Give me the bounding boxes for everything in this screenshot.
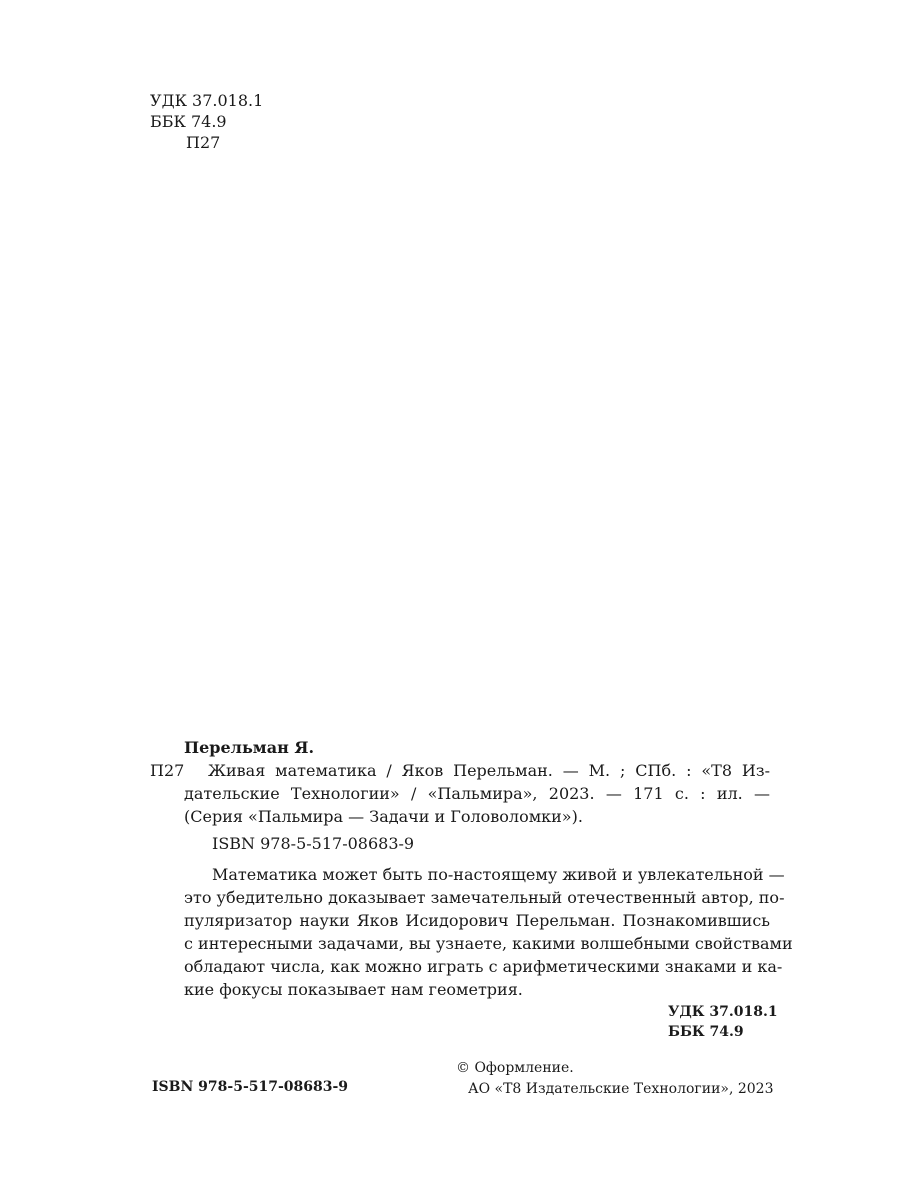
catalog-line-1: Живая математика / Яков Перельман. — М. ; СПб. : «Т8 Из- bbox=[208, 761, 770, 780]
bottom-classification-codes bbox=[668, 1002, 778, 1042]
bottom-isbn: ISBN 978-5-517-08683-9 bbox=[152, 1079, 349, 1095]
catalog-entry bbox=[150, 736, 770, 855]
copyright-notice bbox=[456, 1058, 774, 1100]
annotation-line-4: с интересными задачами, вы узнаете, какими волшебными свойствами bbox=[184, 934, 793, 953]
catalog-line-2: дательские Технологии» / «Пальмира», 2023. — 171 с. : ил. — bbox=[184, 784, 770, 803]
annotation-line-1: Математика может быть по-настоящему живой и увлекательной — bbox=[212, 865, 785, 884]
copyright-line-2: АО «Т8 Издательские Технологии», 2023 bbox=[468, 1081, 774, 1097]
top-classification-codes bbox=[150, 90, 263, 153]
catalog-author: Перельман Я. bbox=[184, 738, 315, 757]
annotation-line-5: обладают числа, как можно играть с арифметическими знаками и ка- bbox=[184, 957, 783, 976]
catalog-index: П27 bbox=[150, 761, 185, 780]
copyright-line-1: © Оформление. bbox=[456, 1060, 574, 1076]
bottom-udk-code: УДК 37.018.1 bbox=[668, 1004, 778, 1020]
catalog-text-block bbox=[208, 759, 770, 782]
annotation-paragraph bbox=[184, 863, 793, 1001]
author-mark: П27 bbox=[186, 133, 221, 152]
annotation-line-3: пуляризатор науки Яков Исидорович Перельман. Познакомившись bbox=[184, 911, 770, 930]
catalog-description-first bbox=[150, 759, 770, 782]
catalog-line-3: (Серия «Пальмира — Задачи и Головоломки»). bbox=[184, 807, 583, 826]
catalog-isbn: ISBN 978-5-517-08683-9 bbox=[212, 834, 415, 853]
bbk-code: ББК 74.9 bbox=[150, 112, 227, 131]
bottom-bbk-code: ББК 74.9 bbox=[668, 1024, 744, 1040]
annotation-line-6: кие фокусы показывает нам геометрия. bbox=[184, 980, 523, 999]
udk-code: УДК 37.018.1 bbox=[150, 91, 264, 110]
annotation-line-2: это убедительно доказывает замечательный отечественный автор, по- bbox=[184, 888, 785, 907]
